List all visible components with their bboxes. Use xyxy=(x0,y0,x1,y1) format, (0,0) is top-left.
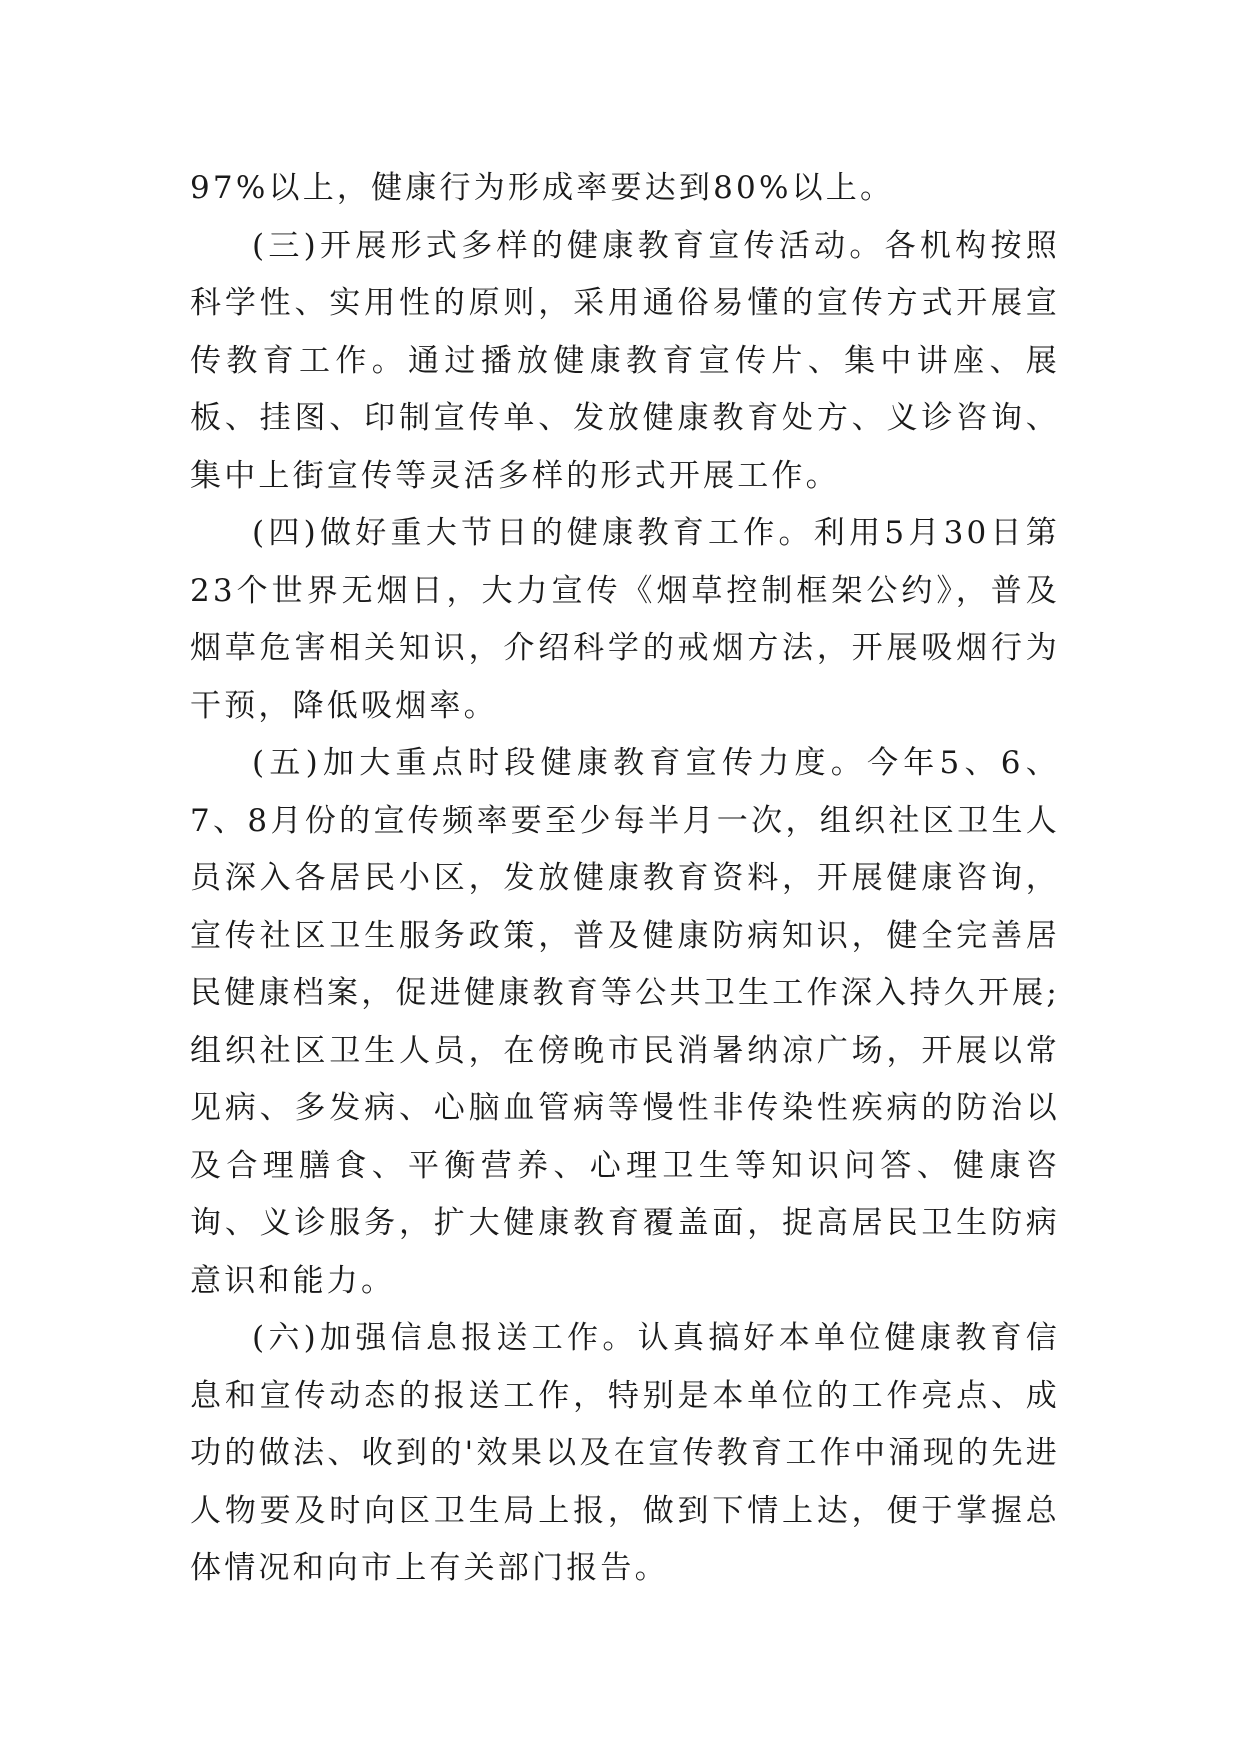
paragraph-section-4: (四)做好重大节日的健康教育工作。利用5月30日第23个世界无烟日，大力宣传《烟草控制框架公约》，普及烟草危害相关知识，介绍科学的戒烟方法，开展吸烟行为干预，降低吸烟率。 xyxy=(190,515,1060,724)
paragraph-section-3: (三)开展形式多样的健康教育宣传活动。各机构按照科学性、实用性的原则，采用通俗易懂的宣传方式开展宣传教育工作。通过播放健康教育宣传片、集中讲座、展板、挂图、印制宣传单、发放健康教育处方、义诊咨询、集中上街宣传等灵活多样的形式开展工作。 xyxy=(190,227,1060,494)
paragraph-continuation: 97%以上，健康行为形成率要达到80%以上。 xyxy=(190,170,895,206)
paragraph-section-6: (六)加强信息报送工作。认真搞好本单位健康教育信息和宣传动态的报送工作，特别是本单位的工作亮点、成功的做法、收到的'效果以及在宣传教育工作中涌现的先进人物要及时向区卫生局上报，做到下情上达，便于掌握总体情况和向市上有关部门报告。 xyxy=(190,1320,1060,1586)
document-body xyxy=(190,160,1060,1598)
paragraph-section-5: (五)加大重点时段健康教育宣传力度。今年5、6、7、8月份的宣传频率要至少每半月一次，组织社区卫生人员深入各居民小区，发放健康教育资料，开展健康咨询，宣传社区卫生服务政策，普及健康防病知识，健全完善居民健康档案，促进健康教育等公共卫生工作深入持久开展;组织社区卫生人员，在傍晚市民消暑纳凉广场，开展以常见病、多发病、心脑血管病等慢性非传染性疾病的防治以及合理膳食、平衡营养、心理卫生等知识问答、健康咨询、义诊服务，扩大健康教育覆盖面，捉高居民卫生防病意识和能力。 xyxy=(190,745,1060,1299)
